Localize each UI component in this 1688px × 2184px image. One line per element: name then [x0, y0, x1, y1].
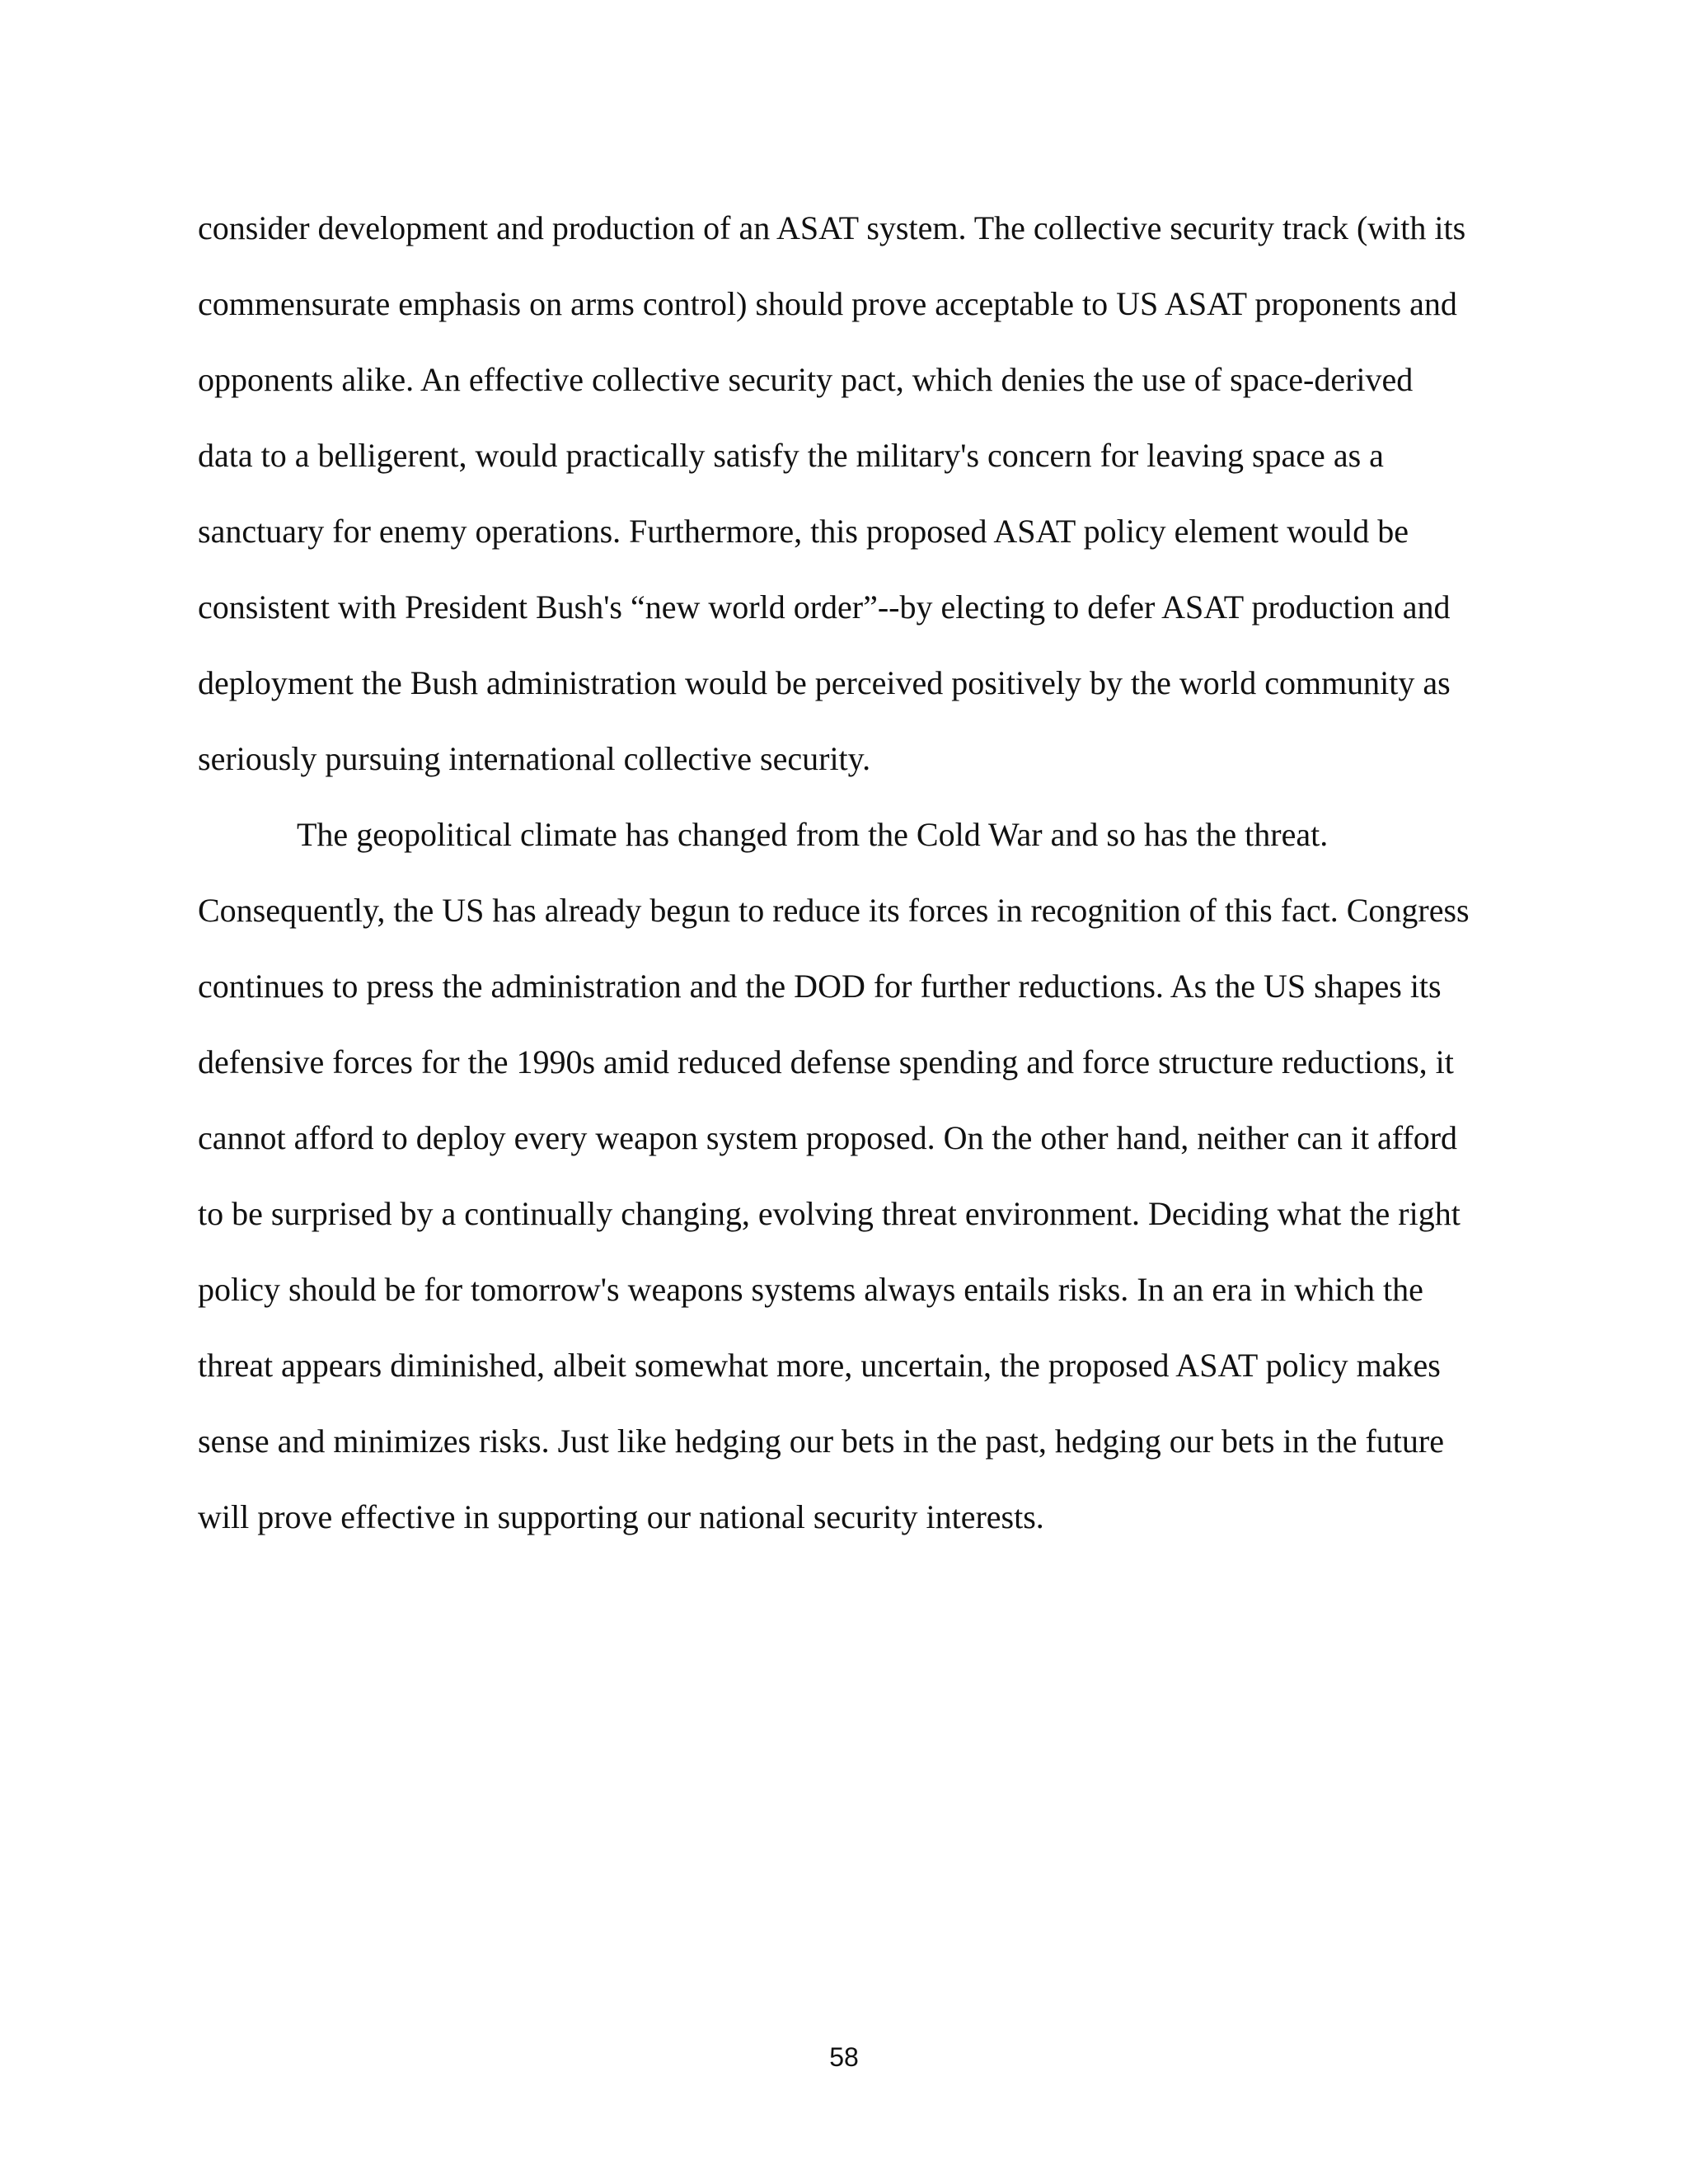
text-line: commensurate emphasis on arms control) should prove acceptable to US ASAT proponents and [198, 285, 1457, 322]
text-line: opponents alike. An effective collective security pact, which denies the use of space-derived [198, 361, 1414, 398]
text-line: consistent with President Bush's “new world order”--by electing to defer ASAT production and [198, 588, 1451, 626]
text-line: consider development and production of an ASAT system. The collective security track (with its [198, 209, 1466, 246]
text-line: continues to press the administration and the DOD for further reductions. As the US shapes its [198, 968, 1442, 1005]
text-line: sense and minimizes risks. Just like hedging our bets in the past, hedging our bets in the future [198, 1422, 1444, 1460]
text-line: The geopolitical climate has changed from the Cold War and so has the threat. [297, 816, 1329, 853]
text-line: Consequently, the US has already begun to reduce its forces in recognition of this fact. Congress [198, 892, 1470, 929]
text-line: policy should be for tomorrow's weapons systems always entails risks. In an era in which the [198, 1271, 1423, 1308]
text-line: sanctuary for enemy operations. Furthermore, this proposed ASAT policy element would be [198, 513, 1409, 550]
text-line: seriously pursuing international collective security. [198, 740, 871, 777]
body-text [198, 190, 1500, 1555]
page-number: 58 [829, 2042, 859, 2072]
text-line: will prove effective in supporting our national security interests. [198, 1498, 1044, 1535]
text-line: threat appears diminished, albeit somewhat more, uncertain, the proposed ASAT policy makes [198, 1347, 1441, 1384]
text-line: cannot afford to deploy every weapon system proposed. On the other hand, neither can it afford [198, 1119, 1458, 1156]
text-line: to be surprised by a continually changing, evolving threat environment. Deciding what the right [198, 1195, 1461, 1232]
text-line: data to a belligerent, would practically satisfy the military's concern for leaving space as a [198, 437, 1384, 474]
text-line: defensive forces for the 1990s amid reduced defense spending and force structure reductions, it [198, 1043, 1454, 1080]
text-line: deployment the Bush administration would be perceived positively by the world community as [198, 664, 1451, 701]
